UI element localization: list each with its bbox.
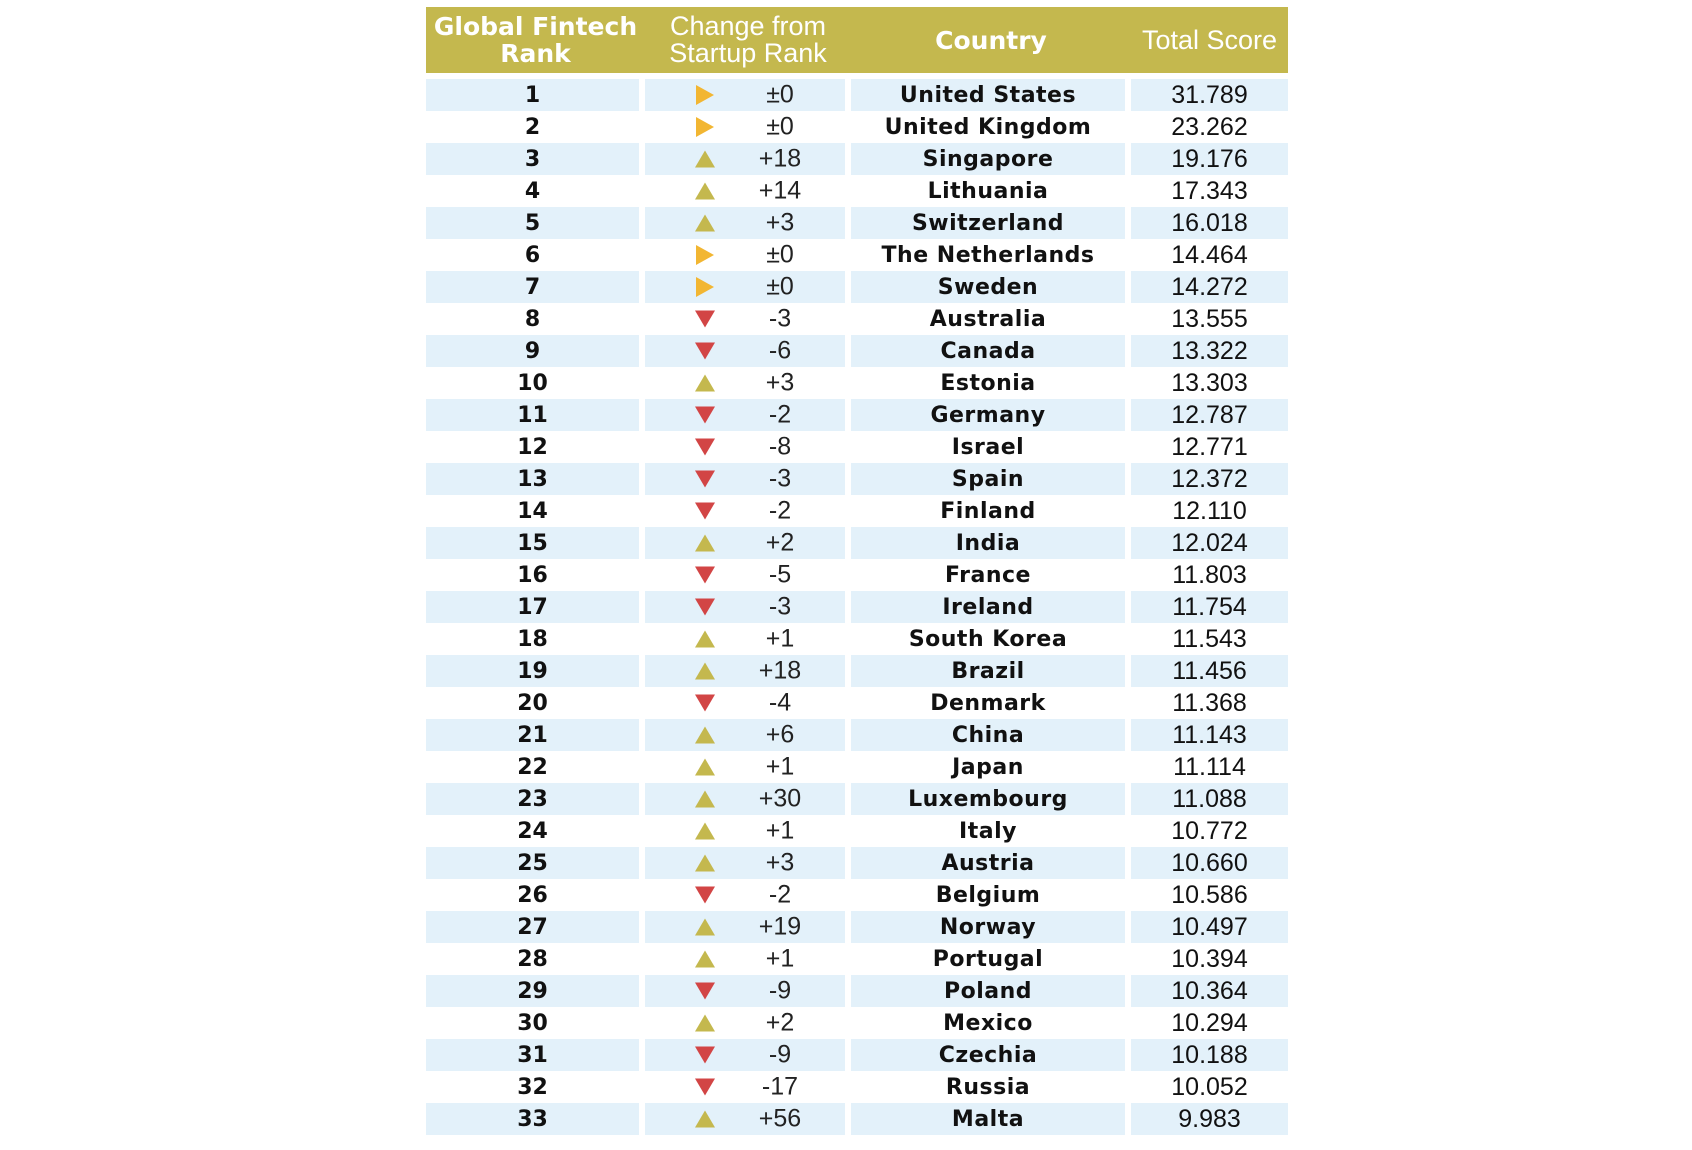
change-cell [645,303,851,335]
change-cell [645,719,851,751]
country-cell: Czechia [851,1039,1131,1071]
change-value: ±0 [766,112,794,141]
rank-cell: 9 [426,335,645,367]
triangle-up-icon [695,727,715,744]
change-value: -4 [768,688,792,717]
triangle-up-icon [695,951,715,968]
country-cell: Russia [851,1071,1131,1103]
change-cell [645,431,851,463]
table-row [426,783,1288,815]
table-row [426,1103,1288,1135]
score-cell: 10.586 [1131,879,1288,911]
table-row [426,815,1288,847]
change-cell [645,271,851,303]
change-cell [645,911,851,943]
change-cell [645,815,851,847]
rank-cell: 20 [426,687,645,719]
triangle-down-icon [695,439,715,456]
triangle-down-icon [695,1047,715,1064]
change-value: +6 [765,720,795,749]
score-cell: 10.294 [1131,1007,1288,1039]
table-row [426,559,1288,591]
change-cell [645,751,851,783]
triangle-up-icon [695,855,715,872]
change-cell [645,239,851,271]
rank-cell: 23 [426,783,645,815]
rank-cell: 6 [426,239,645,271]
triangle-up-icon [695,791,715,808]
country-cell: Lithuania [851,175,1131,207]
rank-cell: 13 [426,463,645,495]
change-value: +30 [758,784,802,813]
country-cell: Malta [851,1103,1131,1135]
table-row [426,655,1288,687]
rank-cell: 33 [426,1103,645,1135]
change-value: +1 [765,944,795,973]
country-cell: Singapore [851,143,1131,175]
country-cell: China [851,719,1131,751]
rank-cell: 28 [426,943,645,975]
change-cell [645,623,851,655]
country-cell: Denmark [851,687,1131,719]
table-row [426,943,1288,975]
header-change-from-startup-rank: Change from Startup Rank [645,7,851,73]
triangle-up-icon [695,663,715,680]
country-cell: Israel [851,431,1131,463]
score-cell: 11.754 [1131,591,1288,623]
score-cell: 10.052 [1131,1071,1288,1103]
triangle-up-icon [695,631,715,648]
change-value: +18 [758,144,802,173]
change-value: +14 [758,176,802,205]
change-cell [645,527,851,559]
triangle-up-icon [695,1111,715,1128]
score-cell: 11.368 [1131,687,1288,719]
country-cell: Spain [851,463,1131,495]
triangle-right-icon [696,277,714,297]
table-row [426,623,1288,655]
triangle-up-icon [695,151,715,168]
score-cell: 14.272 [1131,271,1288,303]
country-cell: Luxembourg [851,783,1131,815]
triangle-up-icon [695,759,715,776]
country-cell: United States [851,73,1131,111]
triangle-down-icon [695,471,715,488]
change-value: -6 [768,336,792,365]
change-cell [645,879,851,911]
change-value: +2 [765,528,795,557]
table-row [426,271,1288,303]
score-cell: 13.322 [1131,335,1288,367]
country-cell: Italy [851,815,1131,847]
country-cell: Estonia [851,367,1131,399]
table-row [426,143,1288,175]
table-row [426,431,1288,463]
table-row [426,1039,1288,1071]
triangle-down-icon [695,567,715,584]
table-row [426,1007,1288,1039]
change-value: +1 [765,816,795,845]
rank-cell: 8 [426,303,645,335]
score-cell: 12.110 [1131,495,1288,527]
score-cell: 10.497 [1131,911,1288,943]
change-value: -2 [768,400,792,429]
change-value: ±0 [766,80,794,109]
rank-cell: 19 [426,655,645,687]
table-row [426,495,1288,527]
score-cell: 13.303 [1131,367,1288,399]
country-cell: Sweden [851,271,1131,303]
table-row [426,367,1288,399]
change-value: +19 [758,912,802,941]
triangle-down-icon [695,695,715,712]
table-header [426,7,1288,73]
table-body [426,73,1288,1135]
rank-cell: 10 [426,367,645,399]
rank-cell: 7 [426,271,645,303]
change-cell [645,783,851,815]
table-row [426,1071,1288,1103]
score-cell: 12.771 [1131,431,1288,463]
change-value: -3 [768,592,792,621]
rank-cell: 4 [426,175,645,207]
change-cell [645,495,851,527]
country-cell: Germany [851,399,1131,431]
change-value: -8 [768,432,792,461]
table-row [426,975,1288,1007]
table-row [426,527,1288,559]
change-value: -9 [768,1040,792,1069]
score-cell: 11.803 [1131,559,1288,591]
change-value: +1 [765,752,795,781]
rank-cell: 21 [426,719,645,751]
change-value: -3 [768,304,792,333]
change-value: -2 [768,496,792,525]
table-row [426,591,1288,623]
triangle-down-icon [695,503,715,520]
score-cell: 11.114 [1131,751,1288,783]
table-row [426,399,1288,431]
score-cell: 11.088 [1131,783,1288,815]
score-cell: 13.555 [1131,303,1288,335]
change-value: ±0 [766,240,794,269]
change-value: -3 [768,464,792,493]
country-cell: Portugal [851,943,1131,975]
table-row [426,239,1288,271]
triangle-up-icon [695,919,715,936]
header-global-fintech-rank: Global Fintech Rank [426,7,645,73]
change-value: +3 [765,848,795,877]
table-row [426,73,1288,111]
score-cell: 12.372 [1131,463,1288,495]
rank-cell: 29 [426,975,645,1007]
rank-cell: 17 [426,591,645,623]
change-cell [645,1103,851,1135]
triangle-up-icon [695,183,715,200]
score-cell: 11.456 [1131,655,1288,687]
change-cell [645,463,851,495]
country-cell: Canada [851,335,1131,367]
change-cell [645,143,851,175]
score-cell: 10.772 [1131,815,1288,847]
triangle-right-icon [696,245,714,265]
score-cell: 31.789 [1131,73,1288,111]
change-cell [645,367,851,399]
table-row [426,111,1288,143]
triangle-down-icon [695,311,715,328]
triangle-up-icon [695,375,715,392]
change-value: +18 [758,656,802,685]
table-row [426,719,1288,751]
change-cell [645,73,851,111]
change-value: +3 [765,368,795,397]
rank-cell: 30 [426,1007,645,1039]
rank-cell: 24 [426,815,645,847]
score-cell: 14.464 [1131,239,1288,271]
table-row [426,687,1288,719]
table-row [426,463,1288,495]
rank-cell: 32 [426,1071,645,1103]
triangle-down-icon [695,599,715,616]
rank-cell: 5 [426,207,645,239]
country-cell: Brazil [851,655,1131,687]
rank-cell: 31 [426,1039,645,1071]
country-cell: Ireland [851,591,1131,623]
table-row [426,847,1288,879]
triangle-up-icon [695,215,715,232]
score-cell: 10.188 [1131,1039,1288,1071]
table-row [426,303,1288,335]
score-cell: 12.787 [1131,399,1288,431]
table-row [426,207,1288,239]
change-cell [645,207,851,239]
change-cell [645,687,851,719]
table-row [426,335,1288,367]
country-cell: Finland [851,495,1131,527]
rank-cell: 14 [426,495,645,527]
country-cell: Japan [851,751,1131,783]
change-cell [645,847,851,879]
change-value: -9 [768,976,792,1005]
country-cell: Belgium [851,879,1131,911]
fintech-ranking-table [426,7,1288,1135]
change-value: +2 [765,1008,795,1037]
triangle-up-icon [695,1015,715,1032]
triangle-right-icon [696,117,714,137]
change-value: +56 [758,1104,802,1133]
change-cell [645,655,851,687]
header-country: Country [851,7,1131,73]
rank-cell: 18 [426,623,645,655]
table-row [426,879,1288,911]
score-cell: 11.543 [1131,623,1288,655]
country-cell: Norway [851,911,1131,943]
change-cell [645,1007,851,1039]
change-value: +3 [765,208,795,237]
change-value: -17 [761,1072,799,1101]
change-cell [645,943,851,975]
change-cell [645,175,851,207]
triangle-up-icon [695,823,715,840]
rank-cell: 27 [426,911,645,943]
change-value: ±0 [766,272,794,301]
country-cell: United Kingdom [851,111,1131,143]
country-cell: Switzerland [851,207,1131,239]
rank-cell: 2 [426,111,645,143]
country-cell: Poland [851,975,1131,1007]
triangle-right-icon [696,85,714,105]
table-row [426,175,1288,207]
country-cell: Austria [851,847,1131,879]
rank-cell: 12 [426,431,645,463]
rank-cell: 26 [426,879,645,911]
country-cell: The Netherlands [851,239,1131,271]
score-cell: 12.024 [1131,527,1288,559]
score-cell: 9.983 [1131,1103,1288,1135]
triangle-down-icon [695,407,715,424]
rank-cell: 16 [426,559,645,591]
rank-cell: 1 [426,73,645,111]
triangle-down-icon [695,1079,715,1096]
change-cell [645,559,851,591]
rank-cell: 25 [426,847,645,879]
score-cell: 17.343 [1131,175,1288,207]
change-value: +1 [765,624,795,653]
rank-cell: 3 [426,143,645,175]
change-cell [645,1039,851,1071]
change-cell [645,975,851,1007]
score-cell: 16.018 [1131,207,1288,239]
change-cell [645,591,851,623]
score-cell: 23.262 [1131,111,1288,143]
rank-cell: 22 [426,751,645,783]
triangle-down-icon [695,983,715,1000]
country-cell: India [851,527,1131,559]
table-row [426,911,1288,943]
country-cell: France [851,559,1131,591]
rank-cell: 15 [426,527,645,559]
header-row [426,7,1288,73]
triangle-down-icon [695,343,715,360]
change-value: -2 [768,880,792,909]
score-cell: 10.394 [1131,943,1288,975]
triangle-up-icon [695,535,715,552]
change-value: -5 [768,560,792,589]
country-cell: Australia [851,303,1131,335]
score-cell: 11.143 [1131,719,1288,751]
country-cell: Mexico [851,1007,1131,1039]
country-cell: South Korea [851,623,1131,655]
header-total-score: Total Score [1131,7,1288,73]
score-cell: 10.660 [1131,847,1288,879]
change-cell [645,335,851,367]
score-cell: 19.176 [1131,143,1288,175]
score-cell: 10.364 [1131,975,1288,1007]
change-cell [645,111,851,143]
triangle-down-icon [695,887,715,904]
change-cell [645,399,851,431]
change-cell [645,1071,851,1103]
rank-cell: 11 [426,399,645,431]
table-row [426,751,1288,783]
